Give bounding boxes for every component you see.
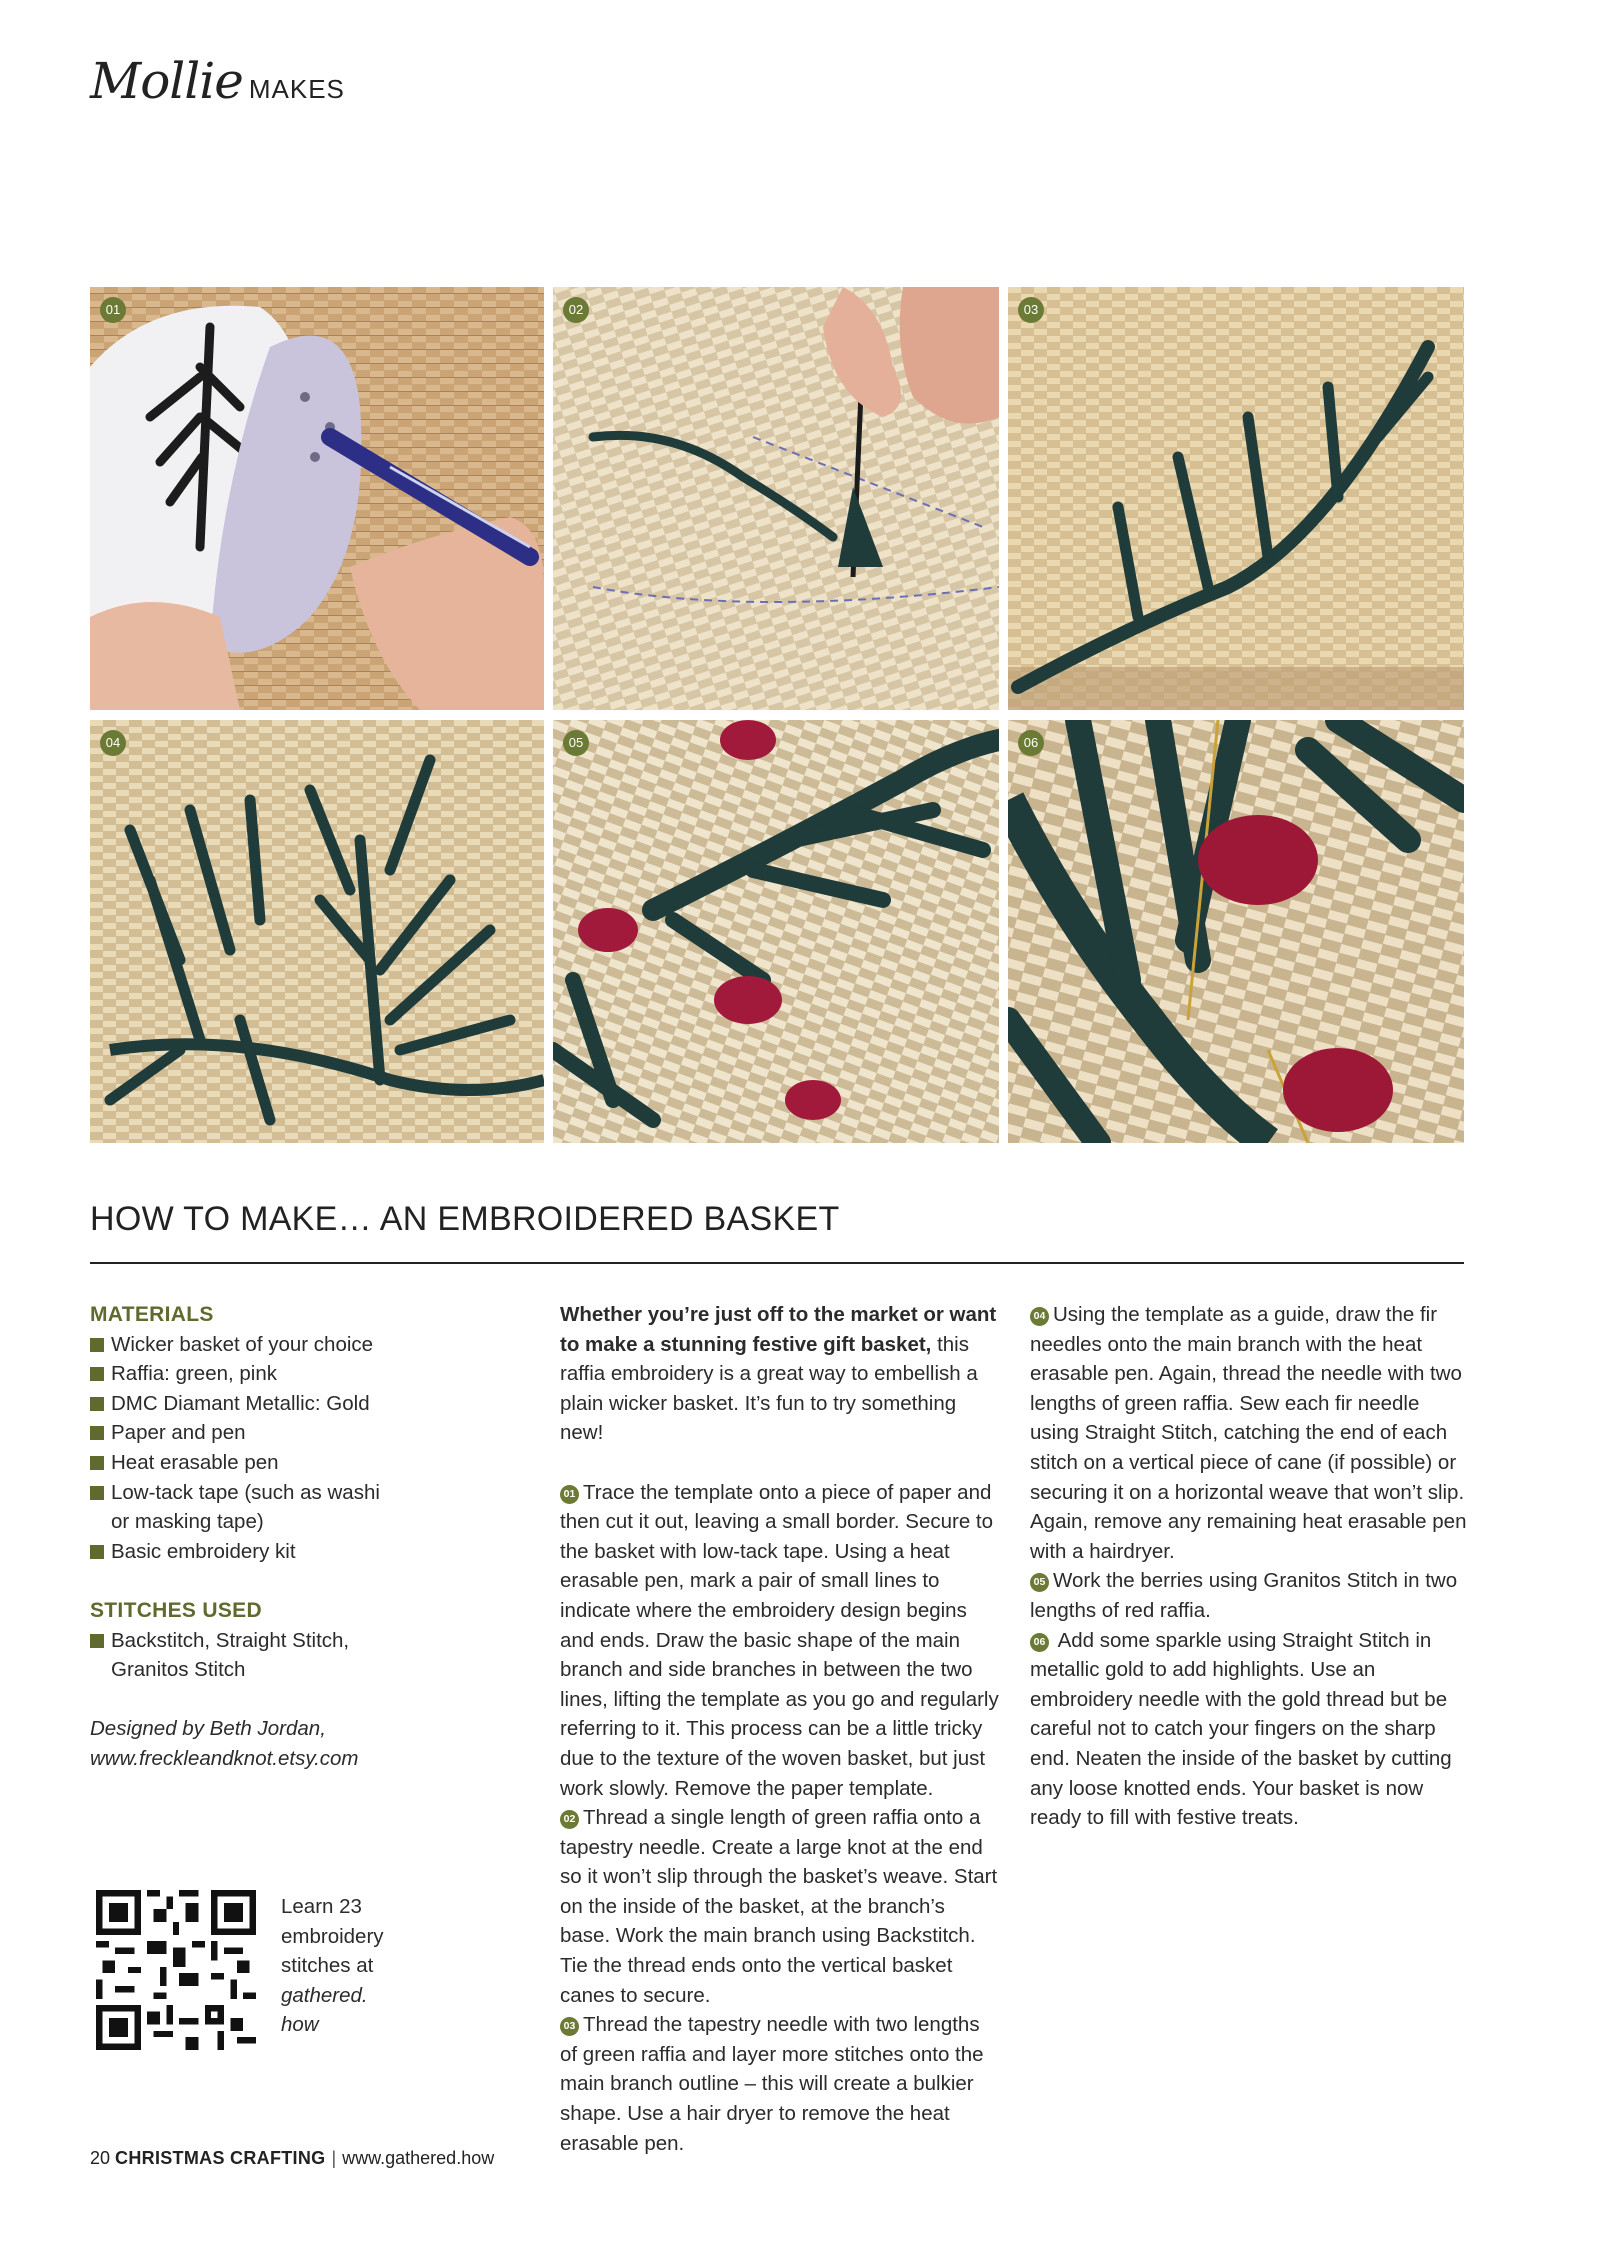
step-badge: 02 — [563, 297, 589, 323]
logo-script: Mollie — [90, 52, 243, 110]
list-item: DMC Diamant Metallic: Gold — [90, 1389, 390, 1419]
qr-caption-text: Learn 23 embroidery stitches at — [281, 1895, 384, 1978]
list-item: Paper and pen — [90, 1418, 390, 1448]
step-text: Thread a single length of green raffia onto a tapestry needle. Create a large knot at the end so it won’t slip through the basket’s weave. Start on the inside of the basket, at the branch’s base. Work the main branch using Backstitch. Tie the thread ends onto the vertical basket canes to secure. — [560, 1806, 998, 2007]
list-item: Low-tack tape (such as washi or masking tape) — [90, 1478, 390, 1537]
step-paragraph — [560, 1803, 1000, 2010]
photo-gold-sparkle — [1008, 720, 1464, 1143]
step-badge: 06 — [1018, 730, 1044, 756]
photo-backstitch — [553, 287, 999, 710]
qr-caption-link[interactable]: gathered. how — [281, 1983, 368, 2037]
page-number: 20 — [90, 2148, 111, 2168]
photo-berries — [553, 720, 999, 1143]
step-photo-04 — [90, 720, 544, 1143]
step-text: Add some sparkle using Straight Stitch in metallic gold to add highlights. Use an embroidery needle with the gold thread but be careful not to catch your fingers on the sharp end. Neaten the inside of the basket by cutting any loose knotted ends. Your basket is now ready to fill with festive treats. — [1030, 1628, 1452, 1830]
footer-url[interactable]: www.gathered.how — [342, 2148, 495, 2168]
list-item: Wicker basket of your choice — [90, 1330, 390, 1360]
step-number-badge: 02 — [560, 1810, 579, 1829]
step-number-badge: 05 — [1030, 1573, 1049, 1592]
materials-column — [90, 1300, 390, 1774]
step-text: Work the berries using Granitos Stitch in two lengths of red raffia. — [1030, 1569, 1458, 1622]
step-photo-01 — [90, 287, 544, 710]
qr-code[interactable] — [96, 1890, 256, 2050]
qr-caption — [281, 1892, 401, 2040]
step-text: Trace the template onto a piece of paper and then cut it out, leaving a small border. Secure to the basket with low-tack tape. Using a heat erasable pen, mark a pair of small lines to indicate where the embroidery design begins and ends. Draw the basic shape of the main branch and side branches in between the two lines, lifting the template as you go and regularly referring to it. This process can be a little tricky due to the texture of the woven basket, but just work slowly. Remove the paper template. — [560, 1480, 999, 1800]
designer-link[interactable]: www.freckleandknot.etsy.com — [90, 1746, 359, 1770]
section-divider — [90, 1262, 1464, 1264]
photo-fir-needles — [90, 720, 544, 1143]
step-number-badge: 01 — [560, 1485, 579, 1504]
step-number-badge: 06 — [1030, 1633, 1049, 1652]
list-item: Backstitch, Straight Stitch, Granitos Stitch — [90, 1626, 390, 1685]
step-number-badge: 04 — [1030, 1307, 1049, 1326]
list-item: Raffia: green, pink — [90, 1359, 390, 1389]
designer-credit: Designed by Beth Jordan, — [90, 1717, 326, 1741]
step-photo-05 — [553, 720, 999, 1143]
list-item: Basic embroidery kit — [90, 1537, 390, 1567]
qr-code-image — [96, 1890, 256, 2050]
step-badge: 04 — [100, 730, 126, 756]
step-photo-02 — [553, 287, 999, 710]
instructions-column-2 — [1030, 1300, 1470, 1833]
stitches-list — [90, 1626, 390, 1685]
footer-separator: | — [331, 2148, 337, 2168]
step-photo-06 — [1008, 720, 1464, 1143]
step-text: Using the template as a guide, draw the fir needles onto the main branch with the heat erasable pen. Again, thread the needle with two lengths of green raffia. Sew each fir needle using Straight Stitch, catching the end of each stitch on a vertical piece of cane (if possible) or securing it on a horizontal weave that won’t slip. Again, remove any remaining heat erasable pen with a hairdryer. — [1030, 1303, 1467, 1563]
step-paragraph — [1030, 1626, 1470, 1833]
step-badge: 03 — [1018, 297, 1044, 323]
step-paragraph — [1030, 1300, 1470, 1566]
page-footer — [90, 2148, 494, 2169]
step-number-badge: 03 — [560, 2017, 579, 2036]
step-photo-03 — [1008, 287, 1464, 710]
step-text: Thread the tapestry needle with two lengths of green raffia and layer more stitches onto the main branch outline – this will create a bulkier shape. Use a hair dryer to remove the heat erasable pen. — [560, 2013, 984, 2155]
stitches-heading: STITCHES USED — [90, 1598, 262, 1622]
photo-layered-branch — [1008, 287, 1464, 710]
section-title: HOW TO MAKE… AN EMBROIDERED BASKET — [90, 1200, 840, 1238]
logo-makes: MAKES — [248, 74, 345, 104]
step-badge: 05 — [563, 730, 589, 756]
footer-section: CHRISTMAS CRAFTING — [115, 2148, 326, 2168]
step-paragraph — [560, 2010, 1000, 2158]
list-item: Heat erasable pen — [90, 1448, 390, 1478]
photo-trace-template — [90, 287, 544, 710]
intro-rest: this raffia embroidery is a great way to embellish a plain wicker basket. It’s fun to try something new! — [560, 1332, 978, 1445]
intro-lead: Whether you’re just off to the market or want to make a stunning festive gift basket, — [560, 1303, 997, 1356]
materials-list — [90, 1330, 390, 1567]
step-paragraph — [1030, 1566, 1470, 1625]
materials-heading: MATERIALS — [90, 1303, 214, 1326]
intro-paragraph — [560, 1300, 1000, 1448]
magazine-logo — [90, 52, 345, 110]
step-paragraph — [560, 1478, 1000, 1804]
instructions-column-1 — [560, 1300, 1000, 2158]
step-badge: 01 — [100, 297, 126, 323]
